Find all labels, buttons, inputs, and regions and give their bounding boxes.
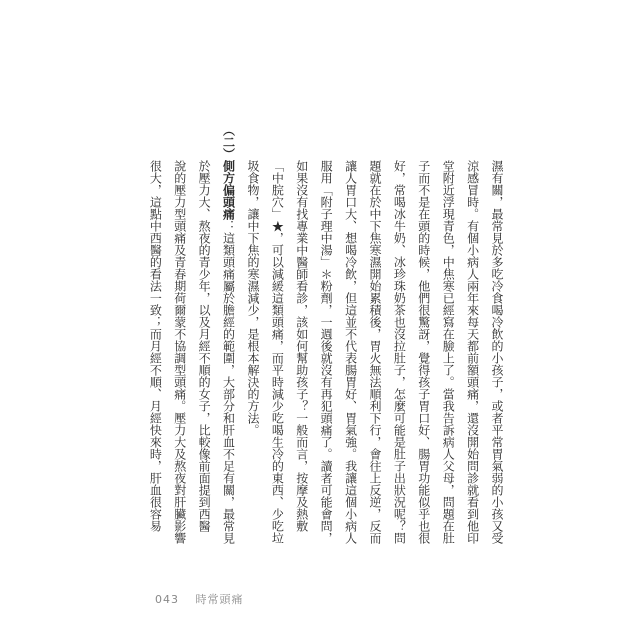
text-column: 堂附近浮現青色，中焦寒已經寫在臉上了。當我告訴病人父母，問題在肚 <box>441 160 456 544</box>
text-column: 說的壓力型頭痛及青春期荷爾蒙不協調型頭痛。壓力大及熬夜對肝臟影響 <box>172 160 187 544</box>
section-number: （二） <box>221 124 236 160</box>
text-column: 服用「附子理中湯」＊粉劑，一週後就沒有再犯頭痛了。讀者可能會問， <box>319 160 334 544</box>
text-column: 子而不是在頭的時候，他們很驚訝，覺得孩子胃口好、腸胃功能似乎也很 <box>416 160 431 544</box>
page-number: 043 <box>155 593 179 606</box>
section-first-line: ：這類頭痛屬於膽經的範圍，大部分和肝血不足有關，最常見 <box>221 220 236 544</box>
text-column: 「中脘穴」★，可以減緩這類頭痛，而平時減少吃喝生冷的東西、少吃垃 <box>270 160 285 544</box>
text-column: 濕有關，最常見於多吃冷食喝冷飲的小孩子，或者平常胃氣弱的小孩又受 <box>490 160 504 544</box>
text-column: 好，常喝冰牛奶、冰珍珠奶茶也沒拉肚子，怎麼可能是肚子出狀況呢？問 <box>392 160 407 544</box>
text-column: 很大，這點中西醫的看法一致；而月經不順、月經快來時，肝血很容易 <box>148 160 163 532</box>
text-column: 如果沒有找專業中醫師看診，該如何幫助孩子？一般而言，按摩及熱敷 <box>294 160 309 532</box>
text-column: 涼感冒時。有個小病人兩年來每天都前額頭痛，還沒開始問診就看到他印 <box>465 160 480 544</box>
body-text <box>143 124 509 555</box>
text-column: 圾食物，讓中下焦的寒濕減少，是根本解決的方法。 <box>245 160 260 436</box>
text-column: 於壓力大、熬夜的青少年，以及月經不順的女子，比較像前面提到西醫 <box>197 160 212 532</box>
section-term: 側方偏頭痛 <box>221 160 236 220</box>
text-column: 題就在於中下焦寒濕開始累積後，胃火無法順利下行，會往上反逆，反而 <box>367 160 382 544</box>
page-footer <box>155 591 244 607</box>
text-column: 讓人胃口大、想喝冷飲，但這並不代表腸胃好、胃氣強。我讓這個小病人 <box>343 160 358 544</box>
section-heading-column <box>216 124 240 555</box>
chapter-title: 時常頭痛 <box>195 593 244 606</box>
